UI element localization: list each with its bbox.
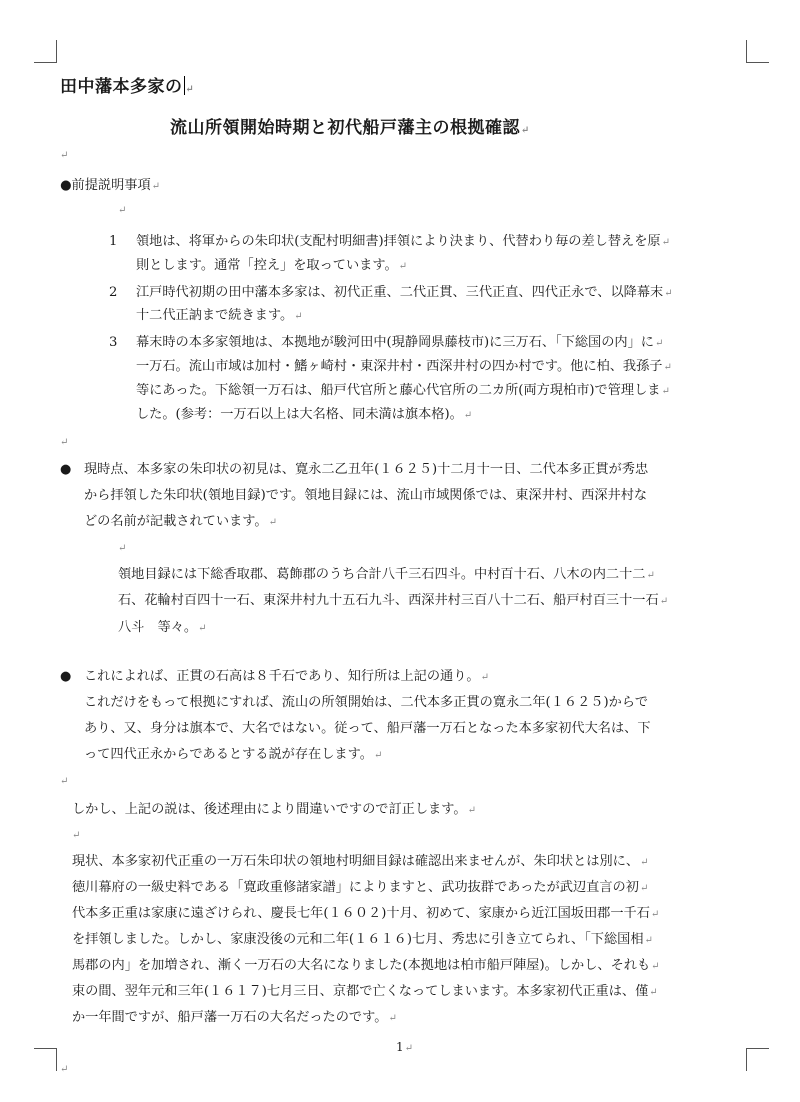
empty-paragraph-mark: ↵ xyxy=(72,830,81,841)
paragraph-line: って四代正永からであるとする説が存在します。 ↵ xyxy=(84,747,382,764)
bullet-marker: ● xyxy=(60,462,72,477)
paragraph-line: しかし、上記の説は、後述理由により間違いですので訂正します。 ↵ xyxy=(72,802,476,819)
crop-mark-top-left xyxy=(34,40,57,63)
paragraph-line: から拝領した朱印状(領地目録)です。領地目録には、流山市域関係では、東深井村、西深井村な xyxy=(84,488,648,503)
paragraph-line: 代本多正重は家康に遠ざけられ、慶長七年(１６０２)十月、初めて、家康から近江国坂田郡一千石 ↵ xyxy=(72,906,659,923)
empty-paragraph-mark: ↵ xyxy=(60,1064,69,1075)
quote-line: 領地目録には下総香取郡、葛飾郡のうち合計八千三石四斗。中村百十石、八木の内二十二 ↵ xyxy=(118,567,655,584)
paragraph-line: 現時点、本多家の朱印状の初見は、寛永二乙丑年(１６２５)十二月十一日、二代本多正貫が秀忠 xyxy=(84,462,649,477)
list-item-number: 2 xyxy=(109,285,118,300)
title-line-1: 田中藩本多家の ↵ xyxy=(60,72,194,97)
list-item-line: 十二代正訥まで続きます。 ↵ xyxy=(136,308,303,325)
title-line-2: 流山所領開始時期と初代船戸藩主の根拠確認 ↵ xyxy=(170,113,530,138)
section-heading: ●前提説明事項 ↵ xyxy=(60,178,160,195)
paragraph-line: これによれば、正貫の石高は８千石であり、知行所は上記の通り。 ↵ xyxy=(84,669,489,686)
list-item-line: 江戸時代初期の田中藩本多家は、初代正重、二代正貫、三代正直、四代正永で、以降幕末 ↵ xyxy=(136,285,673,302)
list-item-number: 1 xyxy=(109,234,118,249)
empty-paragraph-mark: ↵ xyxy=(60,776,69,787)
quote-line: 八斗 等々。 ↵ xyxy=(118,620,207,637)
crop-mark-bottom-right xyxy=(746,1048,769,1071)
empty-paragraph-mark: ↵ xyxy=(60,150,69,161)
list-item-line: した。(参考：一万石以上は大名格、同未満は旗本格)。 ↵ xyxy=(136,407,472,424)
paragraph-line: 馬郡の内」を加増され、漸く一万石の大名になりました(本拠地は柏市船戸陣屋)。しかし、それも ↵ xyxy=(72,958,660,975)
bullet-marker: ● xyxy=(60,669,72,684)
paragraph-line: 徳川幕府の一級史料である「寛政重修諸家譜」によりますと、武功抜群であったが武辺直言の初 ↵ xyxy=(72,880,648,897)
paragraph-line: 束の間、翌年元和三年(１６１７)七月三日、京都で亡くなってしまいます。本多家初代正重は、僅 ↵ xyxy=(72,984,658,1001)
list-item-line: 一万石。流山市域は加村・鰭ヶ崎村・東深井村・西深井村の四か村です。他に柏、我孫子 ↵ xyxy=(136,359,672,376)
paragraph-line: どの名前が記載されています。 ↵ xyxy=(84,514,277,531)
empty-paragraph-mark: ↵ xyxy=(118,543,127,554)
text-cursor xyxy=(184,76,185,95)
list-item-line: 幕末時の本多家領地は、本拠地が駿河田中(現静岡県藤枝市)に三万石、「下総国の内」に ↵ xyxy=(136,335,663,352)
paragraph-line: を拝領しました。しかし、家康没後の元和二年(１６１６)七月、秀忠に引き立てられ、「下総国相 ↵ xyxy=(72,932,653,949)
crop-mark-top-right xyxy=(746,40,769,63)
paragraph-line: か一年間ですが、船戸藩一万石の大名だったのです。 ↵ xyxy=(72,1010,397,1027)
quote-line: 石、花輪村百四十一石、東深井村九十五石九斗、西深井村三百八十二石、船戸村百三十一石 ↵ xyxy=(118,593,668,610)
paragraph-line: これだけをもって根拠にすれば、流山の所領開始は、二代本多正貫の寛永二年(１６２５)からで xyxy=(84,695,649,710)
empty-paragraph-mark: ↵ xyxy=(60,437,69,448)
page-number: 1 ↵ xyxy=(396,1040,413,1054)
empty-paragraph-mark: ↵ xyxy=(118,205,127,216)
list-item-line: 則とします。通常「控え」を取っています。 ↵ xyxy=(136,258,407,275)
list-item-line: 等にあった。下総領一万石は、船戸代官所と藤心代官所の二カ所(両方現柏市)で管理しま ↵ xyxy=(136,383,670,400)
paragraph-line: 現状、本多家初代正重の一万石朱印状の領地村明細目録は確認出来ませんが、朱印状とは別に、 ↵ xyxy=(72,854,648,871)
list-item-line: 領地は、将軍からの朱印状(支配村明細書)拝領により決まり、代替わり毎の差し替えを原 ↵ xyxy=(136,234,670,251)
crop-mark-bottom-left xyxy=(34,1048,57,1071)
paragraph-line: あり、又、身分は旗本で、大名ではない。従って、船戸藩一万石となった本多家初代大名は、下 xyxy=(84,721,651,736)
list-item-number: 3 xyxy=(109,335,118,350)
